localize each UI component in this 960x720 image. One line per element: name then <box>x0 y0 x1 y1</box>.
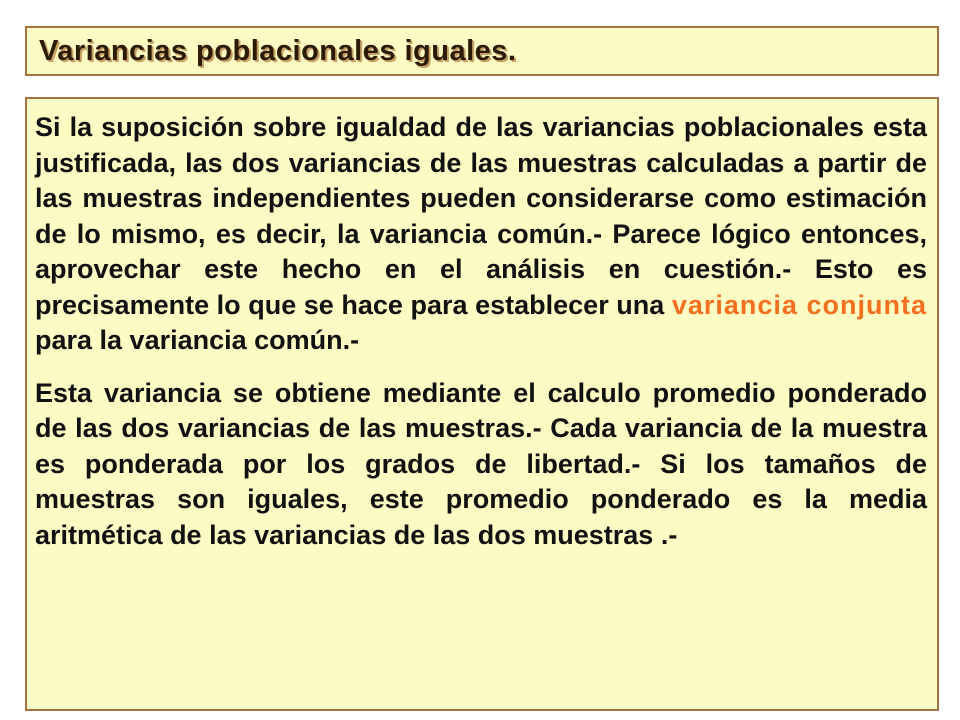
slide-title: Variancias poblacionales iguales. <box>39 34 517 67</box>
title-box <box>25 26 939 76</box>
paragraph-1 <box>35 110 927 359</box>
paragraph-1-text-end: para la variancia común.- <box>35 325 360 355</box>
paragraph-2: Esta variancia se obtiene mediante el calculo promedio ponderado de las dos variancias de las muestras.- Cada variancia de la muestra es ponderada por los grados de libertad.- Si los tamaños de muestras son iguales, este promedio ponderado es la media aritmética de las variancias de las dos muestras .- <box>35 377 927 550</box>
highlighted-term: variancia conjunta <box>671 289 927 320</box>
paragraph-1-text-start: Si la suposición sobre igualdad de las variancias poblacionales esta justificada, las dos variancias de las muestras calculadas a partir de las muestras independientes pueden considerarse como estimación de lo mismo, es decir, la variancia común.- Parece lógico entonces, aprovechar este hecho en el análisis en cuestión.- Esto es precisamente lo que se hace para establecer una <box>35 112 927 320</box>
content-box <box>25 97 939 711</box>
